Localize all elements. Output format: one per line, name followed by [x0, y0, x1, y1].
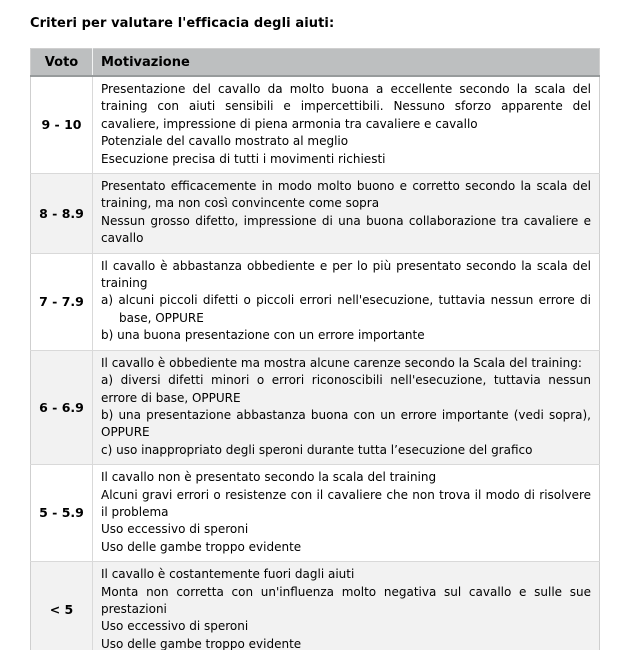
- motivation-cell: [93, 174, 600, 254]
- motivation-paragraph: Presentazione del cavallo da molto buona a eccellente secondo la scala del training con aiuti sensibili e impercettibili. Nessuno sforzo apparente del cavaliere, impressione di piena armonia tra cavaliere e cavallo: [101, 82, 591, 131]
- motivation-paragraph: Uso eccessivo di speroni: [101, 522, 249, 537]
- header-row: [31, 49, 600, 77]
- criteria-table: [30, 48, 600, 650]
- motivation-paragraph: Monta non corretta con un'influenza molto negativa sul cavallo e sulle sue prestazioni: [101, 584, 591, 616]
- score-cell: 7 - 7.9: [31, 253, 93, 350]
- motivation-paragraph: Il cavallo è abbastanza obbediente e per lo più presentato secondo la scala del training: [101, 258, 591, 291]
- table-row-9-10: [31, 76, 600, 174]
- score-cell: 5 - 5.9: [31, 465, 93, 562]
- motivation-cell: [93, 562, 600, 650]
- motivation-paragraph: Uso delle gambe troppo evidente: [101, 636, 302, 650]
- motivation-paragraph: Nessun grosso difetto, impressione di una buona collaborazione tra cavaliere e cavallo: [101, 213, 591, 246]
- motivation-paragraph: b) una presentazione abbastanza buona con un errore importante (vedi sopra), OPPURE: [101, 407, 591, 440]
- motivation-cell: [93, 253, 600, 350]
- page-title: Criteri per valutare l'efficacia degli aiuti:: [30, 16, 335, 31]
- motivation-cell: [93, 350, 600, 464]
- motivation-paragraph: c) uso inappropriato degli speroni durante tutta l’esecuzione del grafico: [101, 442, 533, 457]
- table-row-6-69: [31, 350, 600, 464]
- table-row-lt-5: [31, 562, 600, 650]
- table-header: [31, 49, 600, 77]
- score-cell: 6 - 6.9: [31, 350, 93, 464]
- score-cell: 8 - 8.9: [31, 174, 93, 254]
- motivation-paragraph: Il cavallo è obbediente ma mostra alcune carenze secondo la Scala del training:: [101, 355, 582, 370]
- column-header-voto: Voto: [31, 49, 93, 77]
- motivation-paragraph: Esecuzione precisa di tutti i movimenti richiesti: [101, 151, 386, 166]
- column-header-motivazione: Motivazione: [93, 49, 600, 77]
- motivation-paragraph: a) alcuni piccoli difetti o piccoli errori nell'esecuzione, tuttavia nessun errore di base, OPPURE: [101, 293, 591, 325]
- motivation-paragraph: Potenziale del cavallo mostrato al meglio: [101, 134, 349, 149]
- motivation-paragraph: Il cavallo è costantemente fuori dagli aiuti: [101, 567, 355, 582]
- motivation-paragraph: b) una buona presentazione con un errore importante: [101, 328, 425, 343]
- motivation-paragraph: Uso delle gambe troppo evidente: [101, 539, 302, 554]
- score-cell: 9 - 10: [31, 76, 93, 174]
- motivation-cell: [93, 465, 600, 562]
- motivation-paragraph: Il cavallo non è presentato secondo la scala del training: [101, 470, 437, 485]
- motivation-paragraph: Presentato efficacemente in modo molto buono e corretto secondo la scala del training, ma non così convincente come sopra: [101, 179, 591, 211]
- motivation-paragraph: a) diversi difetti minori o errori riconoscibili nell'esecuzione, tuttavia nessun errore di base, OPPURE: [101, 373, 591, 405]
- table-row-8-89: [31, 174, 600, 254]
- motivation-paragraph: Uso eccessivo di speroni: [101, 619, 249, 634]
- table-row-7-79: [31, 253, 600, 350]
- score-cell: < 5: [31, 562, 93, 650]
- table-row-5-59: [31, 465, 600, 562]
- motivation-cell: [93, 76, 600, 174]
- motivation-paragraph: Alcuni gravi errori o resistenze con il cavaliere che non trova il modo di risolvere il problema: [101, 487, 591, 519]
